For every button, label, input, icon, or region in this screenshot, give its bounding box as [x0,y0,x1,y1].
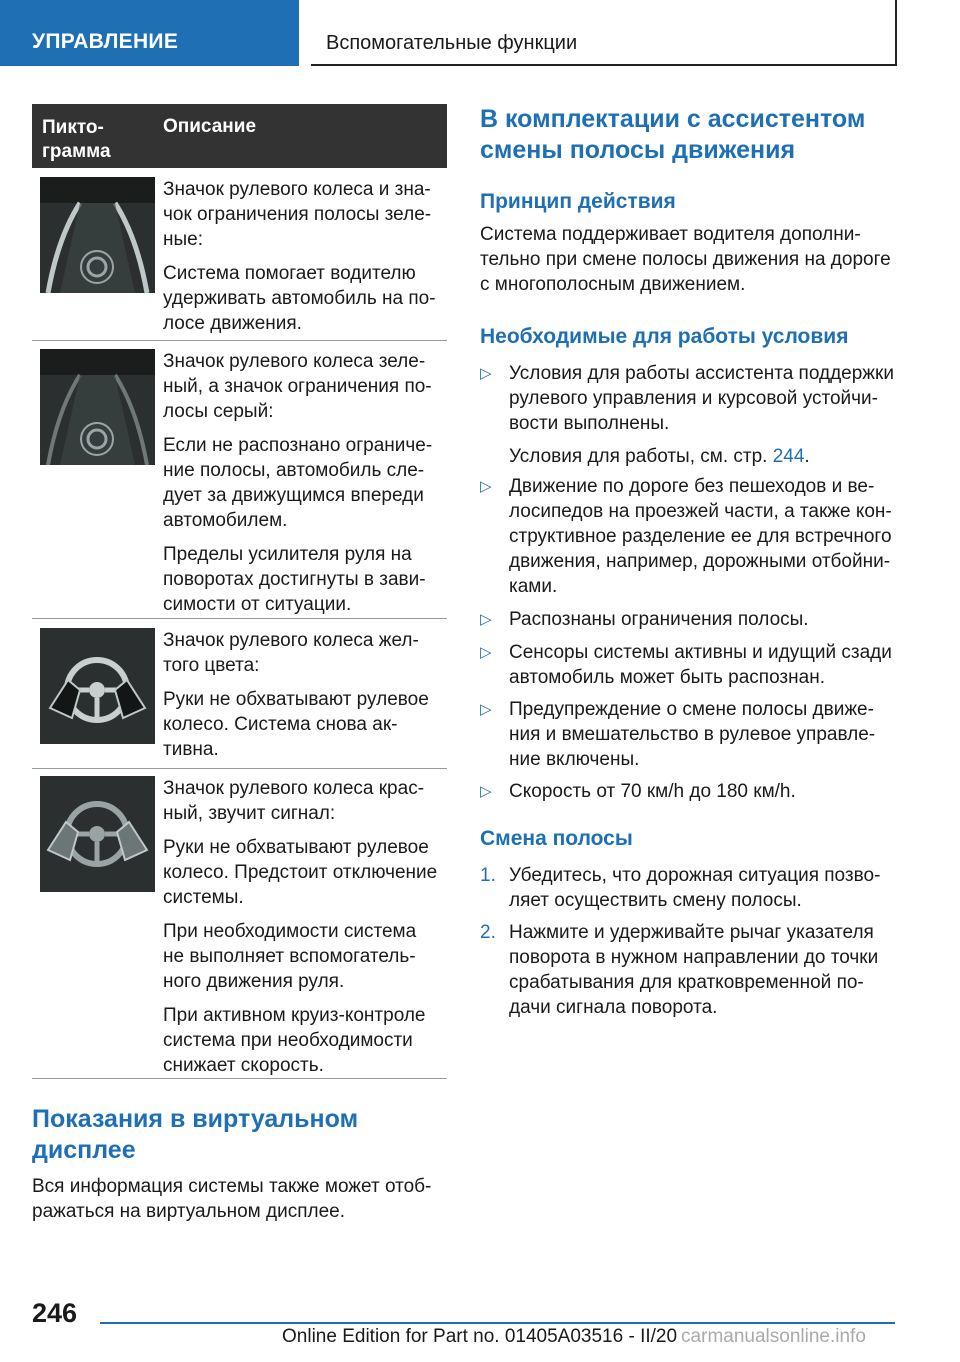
table-row [32,168,447,341]
steering-wheel-gray-lines-icon [40,349,155,465]
row-desc-text: Руки не обхватывают рулевое колесо. Предстоит отключение системы. [163,837,438,908]
row-description [163,628,441,771]
list-item [480,697,895,780]
bullet-triangle-icon: ▷ [480,783,492,800]
col-description-header: Описание [163,116,257,137]
row-description [163,776,441,1087]
step-text: Нажмите и удерживайте рычаг указателя поворота в нужном направлении до точки срабатывания для кратковременной по- дачи сигнала поворота. [509,922,879,1018]
virtual-display-heading: Показания в виртуальном дисплее [32,1105,359,1164]
footer-edition: Online Edition for Part no. 01405A03516 - II/20 carmanualsonline.info [282,1326,866,1347]
row-desc-text: При активном круиз-контроле система при необходимости снижает скорость. [163,1005,426,1076]
condition-text: Распознаны ограничения полосы. [509,609,809,630]
section-tab [0,0,299,66]
list-item [480,474,895,607]
condition-text: Движение по дороге без пешеходов и ве- лосипедов на проезжей части, а также кон- структивное разделение ее для встречного движения, например, дорожными отбойни- ками. [509,476,892,597]
condition-text: Сенсоры системы активны и идущий сзади автомобиль может быть распознан. [509,642,892,688]
conditions-heading: Необходимые для работы условия [480,325,849,348]
row-desc-title: Значок рулевого колеса крас- ный, звучит сигнал: [163,778,425,824]
step-number: 1. [480,865,496,886]
bullet-triangle-icon: ▷ [480,478,492,495]
lane-change-section [480,104,895,166]
list-item [480,640,895,698]
hands-on-wheel-yellow-icon [40,628,155,744]
row-desc-title: Значок рулевого колеса жел- того цвета: [163,630,419,676]
bullet-triangle-icon: ▷ [480,611,492,628]
hands-on-wheel-red-icon [40,776,155,892]
table-row [32,618,447,769]
page-number: 246 [32,1298,78,1328]
row-description [163,349,441,626]
row-desc-text: Пределы усилителя руля на поворотах достигнуты в зави- симости от ситуации. [163,544,426,615]
row-desc-title: Значок рулевого колеса и зна- чок ограничения полосы зеле- ные: [163,179,432,250]
row-desc-text: При необходимости система не выполняет вспомогатель- ного движения руля. [163,921,417,992]
list-item [480,779,895,812]
list-item [480,920,895,1028]
row-desc-text: Система помогает водителю удерживать автомобиль на по- лосе движения. [163,263,436,334]
list-item [480,361,895,477]
chapter-title: Вспомогательные функции [326,32,578,54]
condition-text: Условия для работы ассистента поддержки рулевого управления и курсовой устойчи- вости выполнены. [509,363,894,434]
steering-wheel-green-lines-icon [40,177,155,293]
row-desc-text: Если не распознано ограниче- ние полосы, автомобиль сле- дует за движущимся впереди автомобилем. [163,435,433,531]
bullet-triangle-icon: ▷ [480,701,492,718]
list-item [480,863,895,921]
row-desc-text: Руки не обхватывают рулевое колесо. Система снова ак- тивна. [163,689,429,760]
watermark: carmanualsonline.info [681,1326,866,1347]
conditions-heading-block [480,325,895,349]
bullet-triangle-icon: ▷ [480,644,492,661]
table-header [32,104,447,168]
page-link[interactable]: 244 [772,446,805,467]
virtual-display-text: Вся информация системы также может отоб- ражаться на виртуальном дисплее. [32,1176,432,1222]
lane-change-heading: В комплектации с ассистентом смены полосы движения [480,105,866,164]
principle-text: Система поддерживает водителя дополни- тельно при смене полосы движения на дороге с многополосным движением. [480,224,891,295]
bullet-triangle-icon: ▷ [480,365,492,382]
virtual-display-section [32,1104,447,1224]
principle-heading: Принцип действия [480,190,676,213]
list-item [480,607,895,640]
row-desc-title: Значок рулевого колеса зеле- ный, а значок ограничения по- лосы серый: [163,351,432,422]
condition-text: Скорость от 70 км/h до 180 км/h. [509,781,796,802]
table-row [32,340,447,619]
section-title: УПРАВЛЕНИЕ [32,30,179,53]
lane-change-steps-heading: Смена полосы [480,827,633,850]
condition-text: Предупреждение о смене полосы движе- ния и вмешательство в рулевое управле- ние включены. [509,699,876,770]
footer-divider [100,1322,895,1324]
step-number: 2. [480,922,496,943]
condition-subtext: Условия для работы, см. стр. 244. [509,446,810,467]
chapter-header [311,0,897,66]
table-row [32,768,447,1079]
row-description [163,177,441,345]
principle-block [480,190,895,297]
col-pictogram-header: Пикто- грамма [42,117,111,162]
lane-change-steps-block [480,827,895,851]
step-text: Убедитесь, что дорожная ситуация позво- ляет осуществить смену полосы. [509,865,881,911]
